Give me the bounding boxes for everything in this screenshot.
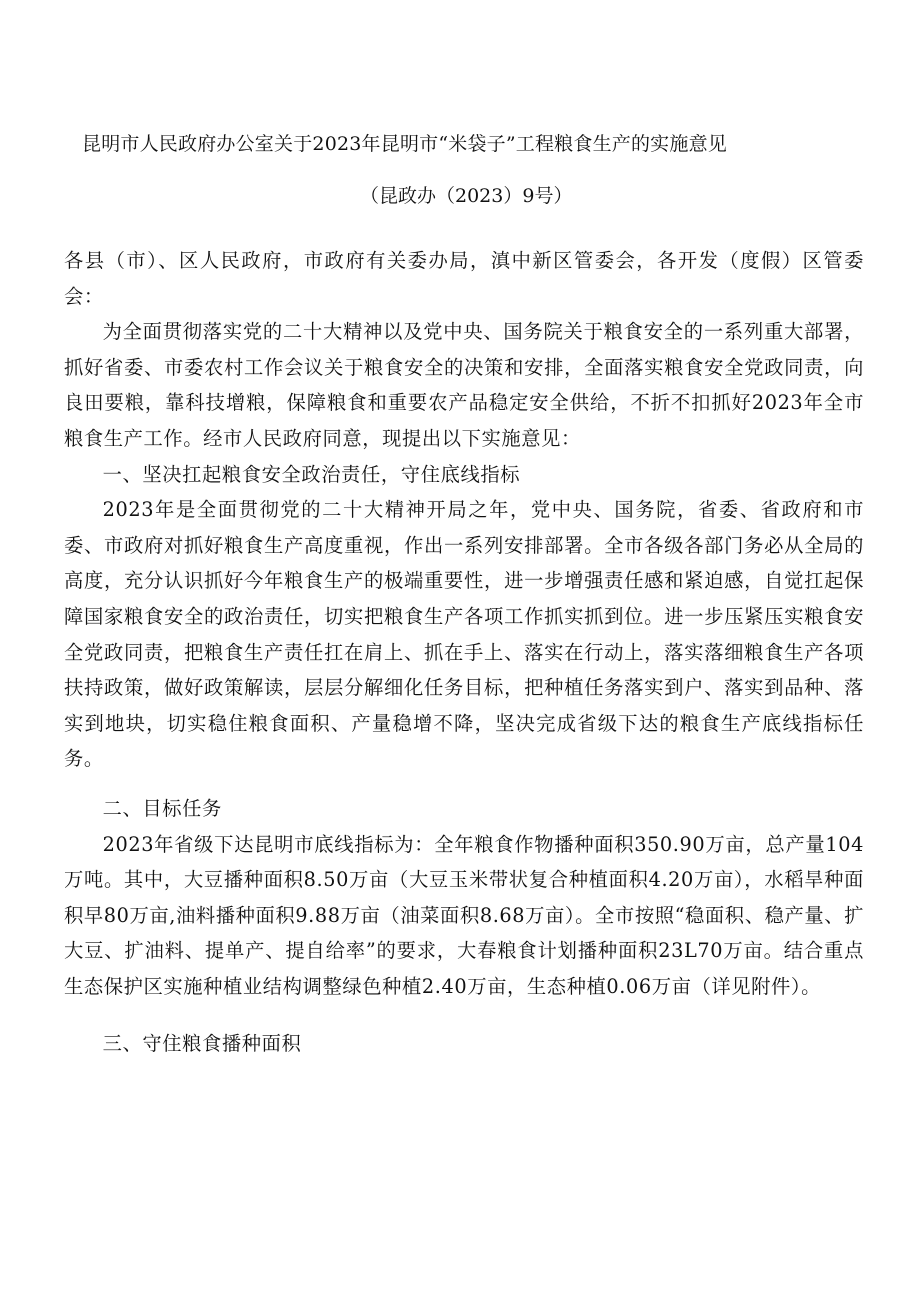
addressee-paragraph: 各县（市）、区人民政府，市政府有关委办局，滇中新区管委会，各开发（度假）区管委会： — [64, 249, 864, 308]
document-body — [64, 243, 864, 1062]
section-1-heading: 一、坚决扛起粮食安全政治责任，守住底线指标 — [102, 462, 521, 486]
section-2-paragraph: 2023年省级下达昆明市底线指标为：全年粮食作物播种面积350.90万亩，总产量104万吨。其中，大豆播种面积8.50万亩（大豆玉米带状复合种植面积4.20万亩），水稻旱种面积早80万亩,油料播种面积9.88万亩（油菜面积8.68万亩）。全市按照“稳面积、稳产量、扩大豆、扩油料、提单产、提自给率”的要求，大春粮食计划播种面积23L70万亩。结合重点生态保护区实施种植业结构调整绿色种植2.40万亩，生态种植0.06万亩（详见附件）。 — [64, 832, 864, 998]
document-title: 昆明市人民政府办公室关于2023年昆明市“米袋子”工程粮食生产的实施意见 — [82, 133, 727, 155]
section-2-heading: 二、目标任务 — [102, 796, 222, 820]
document-number: （昆政办（2023）9号） — [360, 185, 573, 207]
section-1-paragraph: 2023年是全面贯彻党的二十大精神开局之年，党中央、国务院，省委、省政府和市委、市政府对抓好粮食生产高度重视，作出一系列安排部署。全市各级各部门务必从全局的高度，充分认识抓好今年粮食生产的极端重要性，进一步增强责任感和紧迫感，自觉扛起保障国家粮食安全的政治责任，切实把粮食生产各项工作抓实抓到位。进一步压紧压实粮食安全党政同责，把粮食生产责任扛在肩上、抓在手上、落实在行动上，落实落细粮食生产各项扶持政策，做好政策解读，层层分解细化任务目标，把种植任务落实到户、落实到品种、落实到地块，切实稳住粮食面积、产量稳增不降，坚决完成省级下达的粮食生产底线指标任务。 — [64, 498, 864, 771]
intro-paragraph: 为全面贯彻落实党的二十大精神以及党中央、国务院关于粮食安全的一系列重大部署，抓好省委、市委农村工作会议关于粮食安全的决策和安排，全面落实粮食安全党政同责，向良田要粮，靠科技增粮，保障粮食和重要农产品稳定安全供给，不折不扣抓好2023年全市粮食生产工作。经市人民政府同意，现提出以下实施意见： — [64, 320, 864, 450]
section-3-heading: 三、守住粮食播种面积 — [102, 1032, 302, 1056]
